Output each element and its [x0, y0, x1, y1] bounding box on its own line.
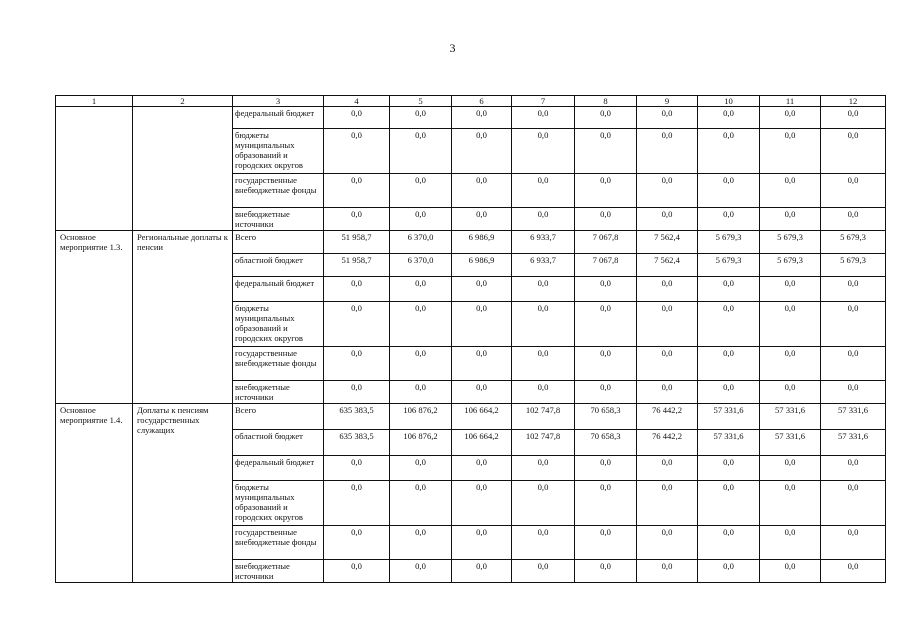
value-cell: 0,0 — [452, 456, 512, 481]
table-row — [56, 107, 886, 129]
table-row — [56, 404, 886, 430]
value-cell: 0,0 — [324, 347, 390, 381]
value-cell: 76 442,2 — [637, 430, 698, 456]
value-cell: 76 442,2 — [637, 404, 698, 430]
column-header: 4 — [324, 96, 390, 107]
value-cell: 0,0 — [324, 526, 390, 560]
value-cell: 106 664,2 — [452, 404, 512, 430]
value-cell: 0,0 — [637, 526, 698, 560]
value-cell: 0,0 — [575, 481, 637, 526]
value-cell: 0,0 — [821, 456, 886, 481]
value-cell: 6 933,7 — [512, 231, 575, 254]
funding-source-cell: федеральный бюджет — [233, 456, 324, 481]
value-cell: 0,0 — [512, 560, 575, 583]
value-cell: 0,0 — [760, 129, 821, 174]
funding-source-cell: государственные внебюджетные фонды — [233, 174, 324, 208]
value-cell: 0,0 — [698, 107, 760, 129]
value-cell: 0,0 — [698, 302, 760, 347]
value-cell: 0,0 — [698, 347, 760, 381]
value-cell: 635 383,5 — [324, 404, 390, 430]
value-cell: 0,0 — [512, 381, 575, 404]
value-cell: 0,0 — [821, 129, 886, 174]
value-cell: 51 958,7 — [324, 231, 390, 254]
value-cell: 0,0 — [698, 208, 760, 231]
value-cell: 0,0 — [390, 208, 452, 231]
value-cell: 0,0 — [390, 456, 452, 481]
value-cell: 0,0 — [637, 174, 698, 208]
value-cell: 57 331,6 — [698, 404, 760, 430]
value-cell: 0,0 — [821, 277, 886, 302]
value-cell: 102 747,8 — [512, 430, 575, 456]
value-cell: 0,0 — [821, 174, 886, 208]
value-cell: 70 658,3 — [575, 404, 637, 430]
value-cell: 0,0 — [452, 277, 512, 302]
value-cell: 635 383,5 — [324, 430, 390, 456]
value-cell: 0,0 — [324, 302, 390, 347]
value-cell: 0,0 — [324, 481, 390, 526]
value-cell: 0,0 — [452, 129, 512, 174]
column-header: 7 — [512, 96, 575, 107]
value-cell: 0,0 — [698, 277, 760, 302]
value-cell: 0,0 — [575, 302, 637, 347]
funding-source-cell: областной бюджет — [233, 254, 324, 277]
value-cell: 0,0 — [698, 526, 760, 560]
value-cell: 0,0 — [760, 302, 821, 347]
value-cell: 0,0 — [452, 302, 512, 347]
column-header: 11 — [760, 96, 821, 107]
value-cell: 0,0 — [324, 208, 390, 231]
value-cell: 0,0 — [760, 107, 821, 129]
funding-source-cell: бюджеты муниципальных образований и городских округов — [233, 302, 324, 347]
column-header: 8 — [575, 96, 637, 107]
value-cell: 0,0 — [452, 107, 512, 129]
value-cell: 5 679,3 — [821, 231, 886, 254]
funding-source-cell: Всего — [233, 231, 324, 254]
value-cell: 0,0 — [575, 456, 637, 481]
value-cell: 0,0 — [575, 174, 637, 208]
value-cell: 6 370,0 — [390, 231, 452, 254]
value-cell: 0,0 — [760, 381, 821, 404]
value-cell: 0,0 — [637, 302, 698, 347]
value-cell: 0,0 — [452, 347, 512, 381]
value-cell: 0,0 — [390, 174, 452, 208]
value-cell: 0,0 — [637, 481, 698, 526]
value-cell: 0,0 — [637, 560, 698, 583]
funding-source-cell: бюджеты муниципальных образований и городских округов — [233, 481, 324, 526]
measure-cell: Основное мероприятие 1.3. — [56, 231, 133, 404]
value-cell: 0,0 — [390, 526, 452, 560]
value-cell: 0,0 — [760, 208, 821, 231]
value-cell: 0,0 — [821, 526, 886, 560]
value-cell: 0,0 — [637, 208, 698, 231]
value-cell: 0,0 — [698, 481, 760, 526]
value-cell: 0,0 — [512, 456, 575, 481]
value-cell: 0,0 — [390, 381, 452, 404]
measure-name-cell — [133, 107, 233, 231]
value-cell: 0,0 — [821, 381, 886, 404]
value-cell: 0,0 — [452, 560, 512, 583]
column-header: 3 — [233, 96, 324, 107]
value-cell: 0,0 — [324, 107, 390, 129]
funding-source-cell: Всего — [233, 404, 324, 430]
value-cell: 0,0 — [452, 481, 512, 526]
value-cell: 0,0 — [821, 302, 886, 347]
value-cell: 0,0 — [324, 129, 390, 174]
funding-source-cell: федеральный бюджет — [233, 107, 324, 129]
value-cell: 106 664,2 — [452, 430, 512, 456]
budget-table — [55, 95, 886, 583]
value-cell: 0,0 — [512, 526, 575, 560]
value-cell: 0,0 — [821, 347, 886, 381]
funding-source-cell: бюджеты муниципальных образований и городских округов — [233, 129, 324, 174]
value-cell: 0,0 — [452, 526, 512, 560]
value-cell: 0,0 — [575, 129, 637, 174]
value-cell: 0,0 — [390, 302, 452, 347]
column-header: 2 — [133, 96, 233, 107]
value-cell: 57 331,6 — [821, 430, 886, 456]
value-cell: 0,0 — [452, 174, 512, 208]
column-header: 1 — [56, 96, 133, 107]
value-cell: 0,0 — [512, 481, 575, 526]
measure-cell — [56, 107, 133, 231]
value-cell: 0,0 — [390, 107, 452, 129]
value-cell: 0,0 — [821, 107, 886, 129]
value-cell: 7 562,4 — [637, 254, 698, 277]
measure-name-cell: Региональные доплаты к пенсии — [133, 231, 233, 404]
funding-source-cell: государственные внебюджетные фонды — [233, 347, 324, 381]
value-cell: 0,0 — [324, 174, 390, 208]
value-cell: 0,0 — [512, 277, 575, 302]
table-row — [56, 231, 886, 254]
value-cell: 5 679,3 — [698, 231, 760, 254]
value-cell: 5 679,3 — [760, 231, 821, 254]
value-cell: 7 562,4 — [637, 231, 698, 254]
value-cell: 0,0 — [760, 174, 821, 208]
funding-source-cell: областной бюджет — [233, 430, 324, 456]
value-cell: 0,0 — [821, 208, 886, 231]
value-cell: 0,0 — [575, 560, 637, 583]
value-cell: 51 958,7 — [324, 254, 390, 277]
funding-source-cell: государственные внебюджетные фонды — [233, 526, 324, 560]
value-cell: 0,0 — [637, 347, 698, 381]
value-cell: 0,0 — [637, 129, 698, 174]
value-cell: 0,0 — [512, 208, 575, 231]
value-cell: 106 876,2 — [390, 404, 452, 430]
value-cell: 0,0 — [637, 107, 698, 129]
value-cell: 57 331,6 — [760, 404, 821, 430]
value-cell: 0,0 — [390, 347, 452, 381]
value-cell: 0,0 — [390, 560, 452, 583]
value-cell: 0,0 — [575, 277, 637, 302]
value-cell: 0,0 — [575, 208, 637, 231]
value-cell: 0,0 — [698, 129, 760, 174]
value-cell: 0,0 — [324, 381, 390, 404]
value-cell: 0,0 — [760, 277, 821, 302]
measure-cell: Основное мероприятие 1.4. — [56, 404, 133, 583]
value-cell: 0,0 — [821, 560, 886, 583]
value-cell: 57 331,6 — [760, 430, 821, 456]
funding-source-cell: внебюджетные источники — [233, 560, 324, 583]
value-cell: 5 679,3 — [760, 254, 821, 277]
value-cell: 6 986,9 — [452, 231, 512, 254]
column-header: 5 — [390, 96, 452, 107]
value-cell: 0,0 — [760, 347, 821, 381]
value-cell: 5 679,3 — [821, 254, 886, 277]
funding-source-cell: внебюджетные источники — [233, 381, 324, 404]
value-cell: 0,0 — [324, 560, 390, 583]
value-cell: 102 747,8 — [512, 404, 575, 430]
header-row — [56, 96, 886, 107]
value-cell: 0,0 — [452, 208, 512, 231]
value-cell: 0,0 — [512, 302, 575, 347]
value-cell: 0,0 — [637, 456, 698, 481]
value-cell: 70 658,3 — [575, 430, 637, 456]
measure-name-cell: Доплаты к пенсиям государственных служащих — [133, 404, 233, 583]
value-cell: 0,0 — [512, 347, 575, 381]
value-cell: 0,0 — [512, 129, 575, 174]
value-cell: 0,0 — [760, 560, 821, 583]
funding-source-cell: федеральный бюджет — [233, 277, 324, 302]
value-cell: 6 933,7 — [512, 254, 575, 277]
value-cell: 0,0 — [575, 347, 637, 381]
value-cell: 0,0 — [390, 277, 452, 302]
value-cell: 0,0 — [324, 277, 390, 302]
value-cell: 6 986,9 — [452, 254, 512, 277]
value-cell: 6 370,0 — [390, 254, 452, 277]
value-cell: 0,0 — [575, 107, 637, 129]
value-cell: 7 067,8 — [575, 231, 637, 254]
value-cell: 0,0 — [760, 481, 821, 526]
value-cell: 106 876,2 — [390, 430, 452, 456]
value-cell: 0,0 — [760, 456, 821, 481]
value-cell: 0,0 — [760, 526, 821, 560]
value-cell: 0,0 — [637, 277, 698, 302]
value-cell: 0,0 — [575, 381, 637, 404]
value-cell: 0,0 — [390, 129, 452, 174]
value-cell: 5 679,3 — [698, 254, 760, 277]
page-number: 3 — [449, 41, 456, 55]
value-cell: 0,0 — [698, 174, 760, 208]
value-cell: 0,0 — [698, 381, 760, 404]
value-cell: 0,0 — [390, 481, 452, 526]
value-cell: 0,0 — [452, 381, 512, 404]
value-cell: 57 331,6 — [821, 404, 886, 430]
value-cell: 0,0 — [698, 560, 760, 583]
value-cell: 0,0 — [575, 526, 637, 560]
value-cell: 0,0 — [637, 381, 698, 404]
value-cell: 0,0 — [821, 481, 886, 526]
value-cell: 0,0 — [698, 456, 760, 481]
value-cell: 0,0 — [512, 107, 575, 129]
column-header: 12 — [821, 96, 886, 107]
funding-source-cell: внебюджетные источники — [233, 208, 324, 231]
column-header: 9 — [637, 96, 698, 107]
column-header: 10 — [698, 96, 760, 107]
column-header: 6 — [452, 96, 512, 107]
value-cell: 57 331,6 — [698, 430, 760, 456]
value-cell: 0,0 — [512, 174, 575, 208]
value-cell: 7 067,8 — [575, 254, 637, 277]
value-cell: 0,0 — [324, 456, 390, 481]
